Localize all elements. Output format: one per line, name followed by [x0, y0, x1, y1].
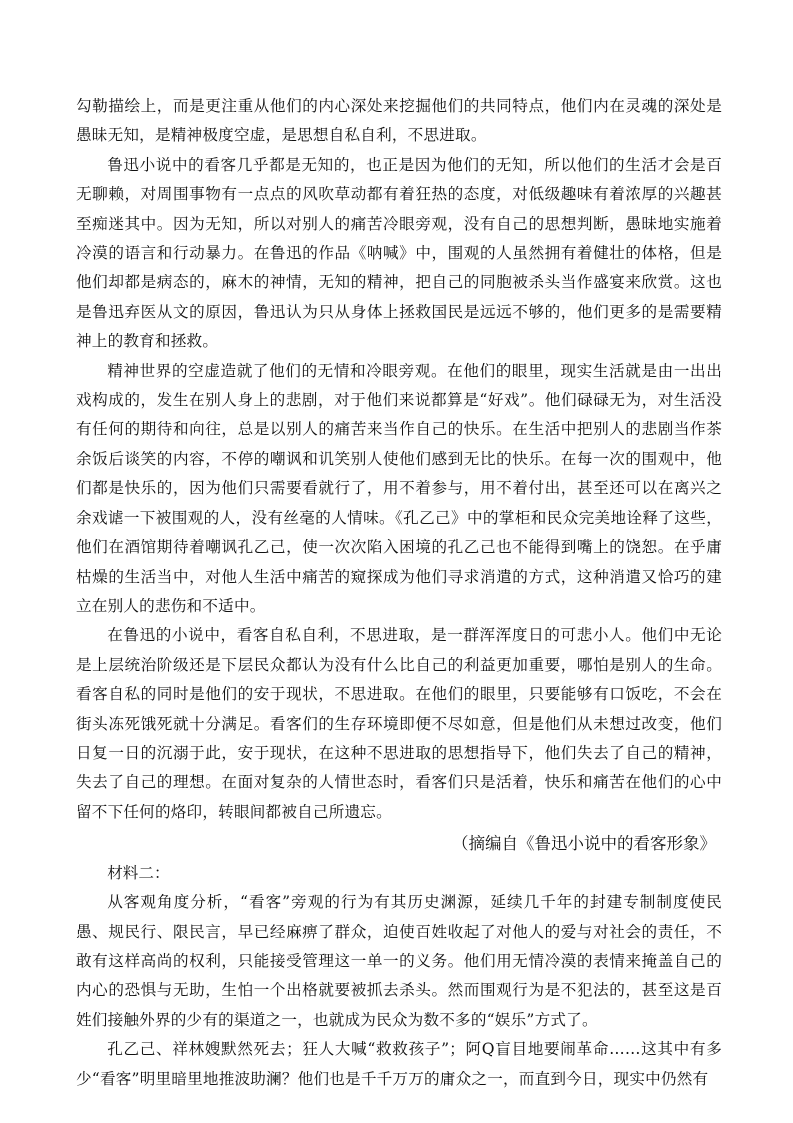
body-paragraph: 鲁迅小说中的看客几乎都是无知的，也正是因为他们的无知，所以他们的生活才会是百无聊赖，对周围事物有一点点的风吹草动都有着狂热的态度，对低级趣味有着浓厚的兴趣甚至痴迷其中。因为无知，所以对别人的痛苦冷眼旁观，没有自己的思想判断，愚昧地实施着冷漠的语言和行动暴力。在鲁迅的作品《呐喊》中，围观的人虽然拥有着健壮的体格，但是他们却都是病态的，麻木的神情，无知的精神，把自己的同胞被杀头当作盛宴来欣赏。这也是鲁迅弃医从文的原因，鲁迅认为只从身体上拯救国民是远远不够的，他们更多的是需要精神上的教育和拯救。: [76, 155, 722, 351]
body-paragraph: 孔乙己、祥林嫂默然死去；狂人大喊“救救孩子”；阿Q盲目地要闹革命……这其中有多少“看客”明里暗里地推波助澜？他们也是千千万万的庸众之一，而直到今日，现实中仍然有: [76, 1040, 722, 1088]
continued-paragraph: 勾勒描绘上，而是更注重从他们的内心深处来挖掘他们的共同特点，他们内在灵魂的深处是愚昧无知，是精神极度空虚，是思想自私自利，不思进取。: [76, 97, 722, 145]
material-two-heading: 材料二：: [107, 864, 170, 883]
body-paragraph: 从客观角度分析，“看客”旁观的行为有其历史渊源，延续几千年的封建专制制度使民愚、规民行、限民言，早已经麻痹了群众，迫使百姓收起了对他人的爱与对社会的责任，不敢有这样高尚的权利，只能接受管理这一单一的义务。他们用无情冷漠的表情来掩盖自己的内心的恐惧与无助，生怕一个出格就要被抓去杀头。然而围观行为是不犯法的，甚至这是百姓们接触外界的少有的渠道之一，也就成为民众为数不多的“娱乐”方式了。: [76, 893, 722, 1029]
body-paragraph: 精神世界的空虚造就了他们的无情和冷眼旁观。在他们的眼里，现实生活就是由一出出戏构成的，发生在别人身上的悲剧，对于他们来说都算是“好戏”。他们碌碌无为，对生活没有任何的期待和向往，总是以别人的痛苦来当作自己的快乐。在生活中把别人的悲剧当作茶余饭后谈笑的内容，不停的嘲讽和讥笑别人使他们感到无比的快乐。在每一次的围观中，他们都是快乐的，因为他们只需要看就行了，用不着参与，用不着付出，甚至还可以在离兴之余戏谑一下被围观的人，没有丝毫的人情味。《孔乙己》中的掌柜和民众完美地诠释了这些，他们在酒馆期待着嘲讽孔乙己，使一次次陷入困境的孔乙己也不能得到嘴上的饶恕。在乎庸枯燥的生活当中，对他人生活中痛苦的窥探成为他们寻求消遣的方式，这种消遣又恰巧的建立在别人的悲伤和不适中。: [76, 361, 722, 615]
body-paragraph: 在鲁迅的小说中，看客自私自利，不思进取，是一群浑浑度日的可悲小人。他们中无论是上层统治阶级还是下层民众都认为没有什么比自己的利益更加重要，哪怕是别人的生命。看客自私的同时是他们的安于现状，不思进取。在他们的眼里，只要能够有口饭吃，不会在街头冻死饿死就十分满足。看客们的生存环境即便不尽如意，但是他们从未想过改变，他们日复一日的沉溺于此，安于现状，在这种不思进取的思想指导下，他们失去了自己的精神，失去了自己的理想。在面对复杂的人情世态时，看客们只是活着，快乐和痛苦在他们的心中留不下任何的烙印，转眼间都被自己所遗忘。: [76, 626, 722, 821]
document-body: [76, 92, 722, 1094]
source-citation: （摘编自《鲁迅小说中的看客形象》: [452, 834, 716, 854]
